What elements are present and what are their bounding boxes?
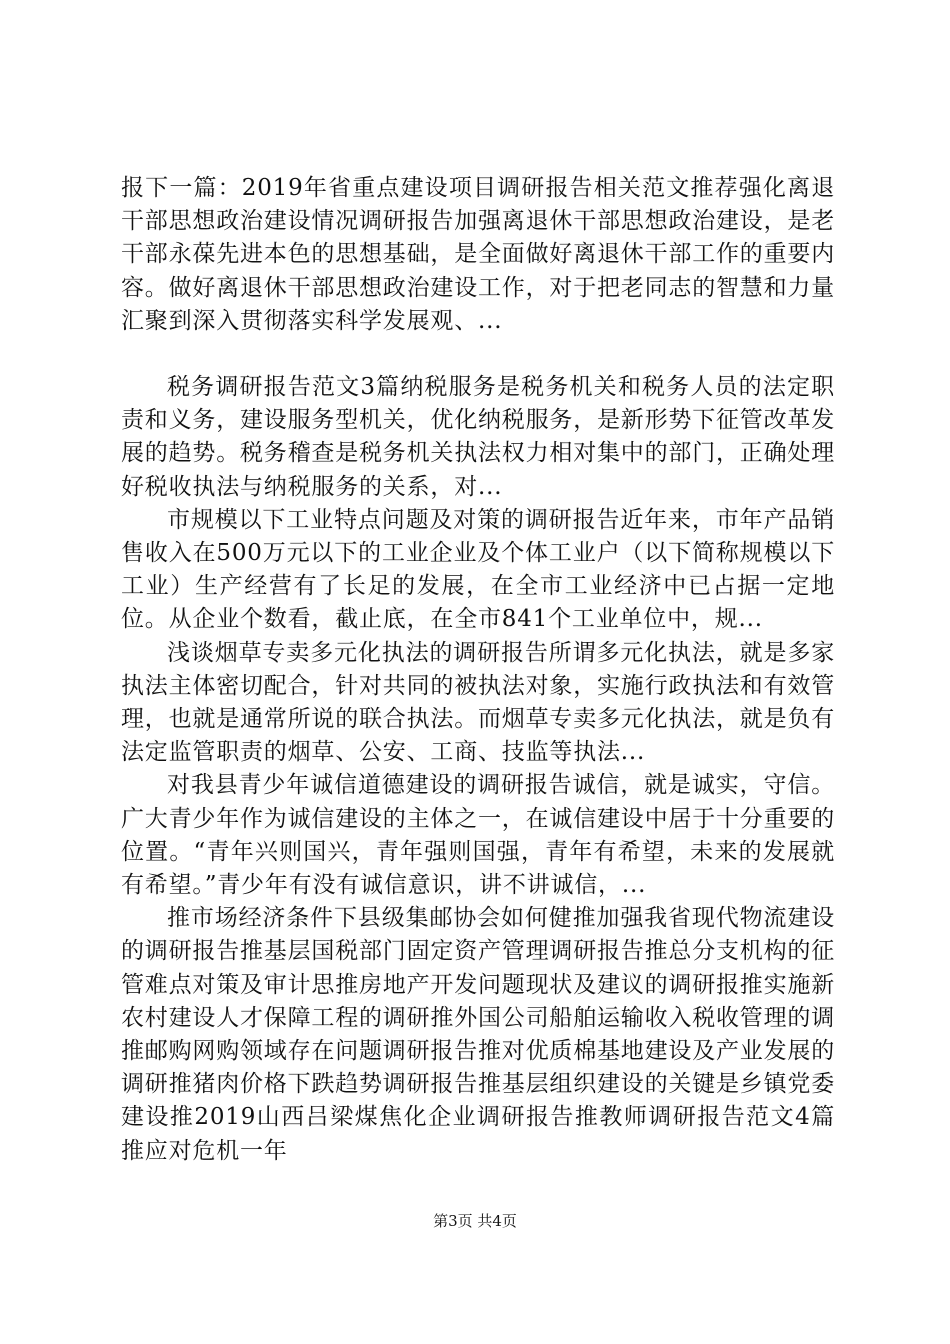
page-number: 第3页 共4页 (433, 1212, 517, 1230)
document-body (121, 172, 835, 1168)
paragraph-tobacco-report: 浅谈烟草专卖多元化执法的调研报告所谓多元化执法，就是多家执法主体密切配合，针对共同的被执法对象，实施行政执法和有效管理，也就是通常所说的联合执法。而烟草专卖多元化执法，就是负有法定监管职责的烟草、公安、工商、技监等执法... (121, 639, 835, 766)
paragraph-industry-report: 市规模以下工业特点问题及对策的调研报告近年来，市年产品销售收入在500万元以下的工业企业及个体工业户（以下简称规模以下工业）生产经营有了长足的发展，在全市工业经济中已占据一定地位。从企业个数看，截止底，在全市841个工业单位中，规... (121, 506, 835, 633)
paragraph-tax-report: 税务调研报告范文3篇纳税服务是税务机关和税务人员的法定职责和义务，建设服务型机关，优化纳税服务，是新形势下征管改革发展的趋势。税务稽查是税务机关执法权力相对集中的部门，正确处理好税收执法与纳税服务的关系，对... (121, 374, 835, 500)
paragraph-integrity-report: 对我县青少年诚信道德建设的调研报告诚信，就是诚实，守信。广大青少年作为诚信建设的主体之一，在诚信建设中居于十分重要的位置。“青年兴则国兴，青年强则国强，青年有希望，未来的发展就有希望。”青少年有没有诚信意识，讲不讲诚信，... (121, 772, 835, 899)
page-footer (0, 1210, 950, 1231)
paragraph-recommendations: 推市场经济条件下县级集邮协会如何健推加强我省现代物流建设的调研报告推基层国税部门固定资产管理调研报告推总分支机构的征管难点对策及审计思推房地产开发问题现状及建议的调研报推实施新农村建设人才保障工程的调研推外国公司船舶运输收入税收管理的调推邮购网购领域存在问题调研报告推对优质棉基地建设及产业发展的调研推猪肉价格下跌趋势调研报告推基层组织建设的关键是乡镇党委建设推2019山西吕梁煤焦化企业调研报告推教师调研报告范文4篇推应对危机一年 (121, 905, 835, 1164)
paragraph-related-articles: 报下一篇：2019年省重点建设项目调研报告相关范文推荐强化离退干部思想政治建设情况调研报告加强离退休干部思想政治建设，是老干部永葆先进本色的思想基础，是全面做好离退休干部工作的重要内容。做好离退休干部思想政治建设工作，对于把老同志的智慧和力量汇聚到深入贯彻落实科学发展观、... (121, 175, 835, 334)
